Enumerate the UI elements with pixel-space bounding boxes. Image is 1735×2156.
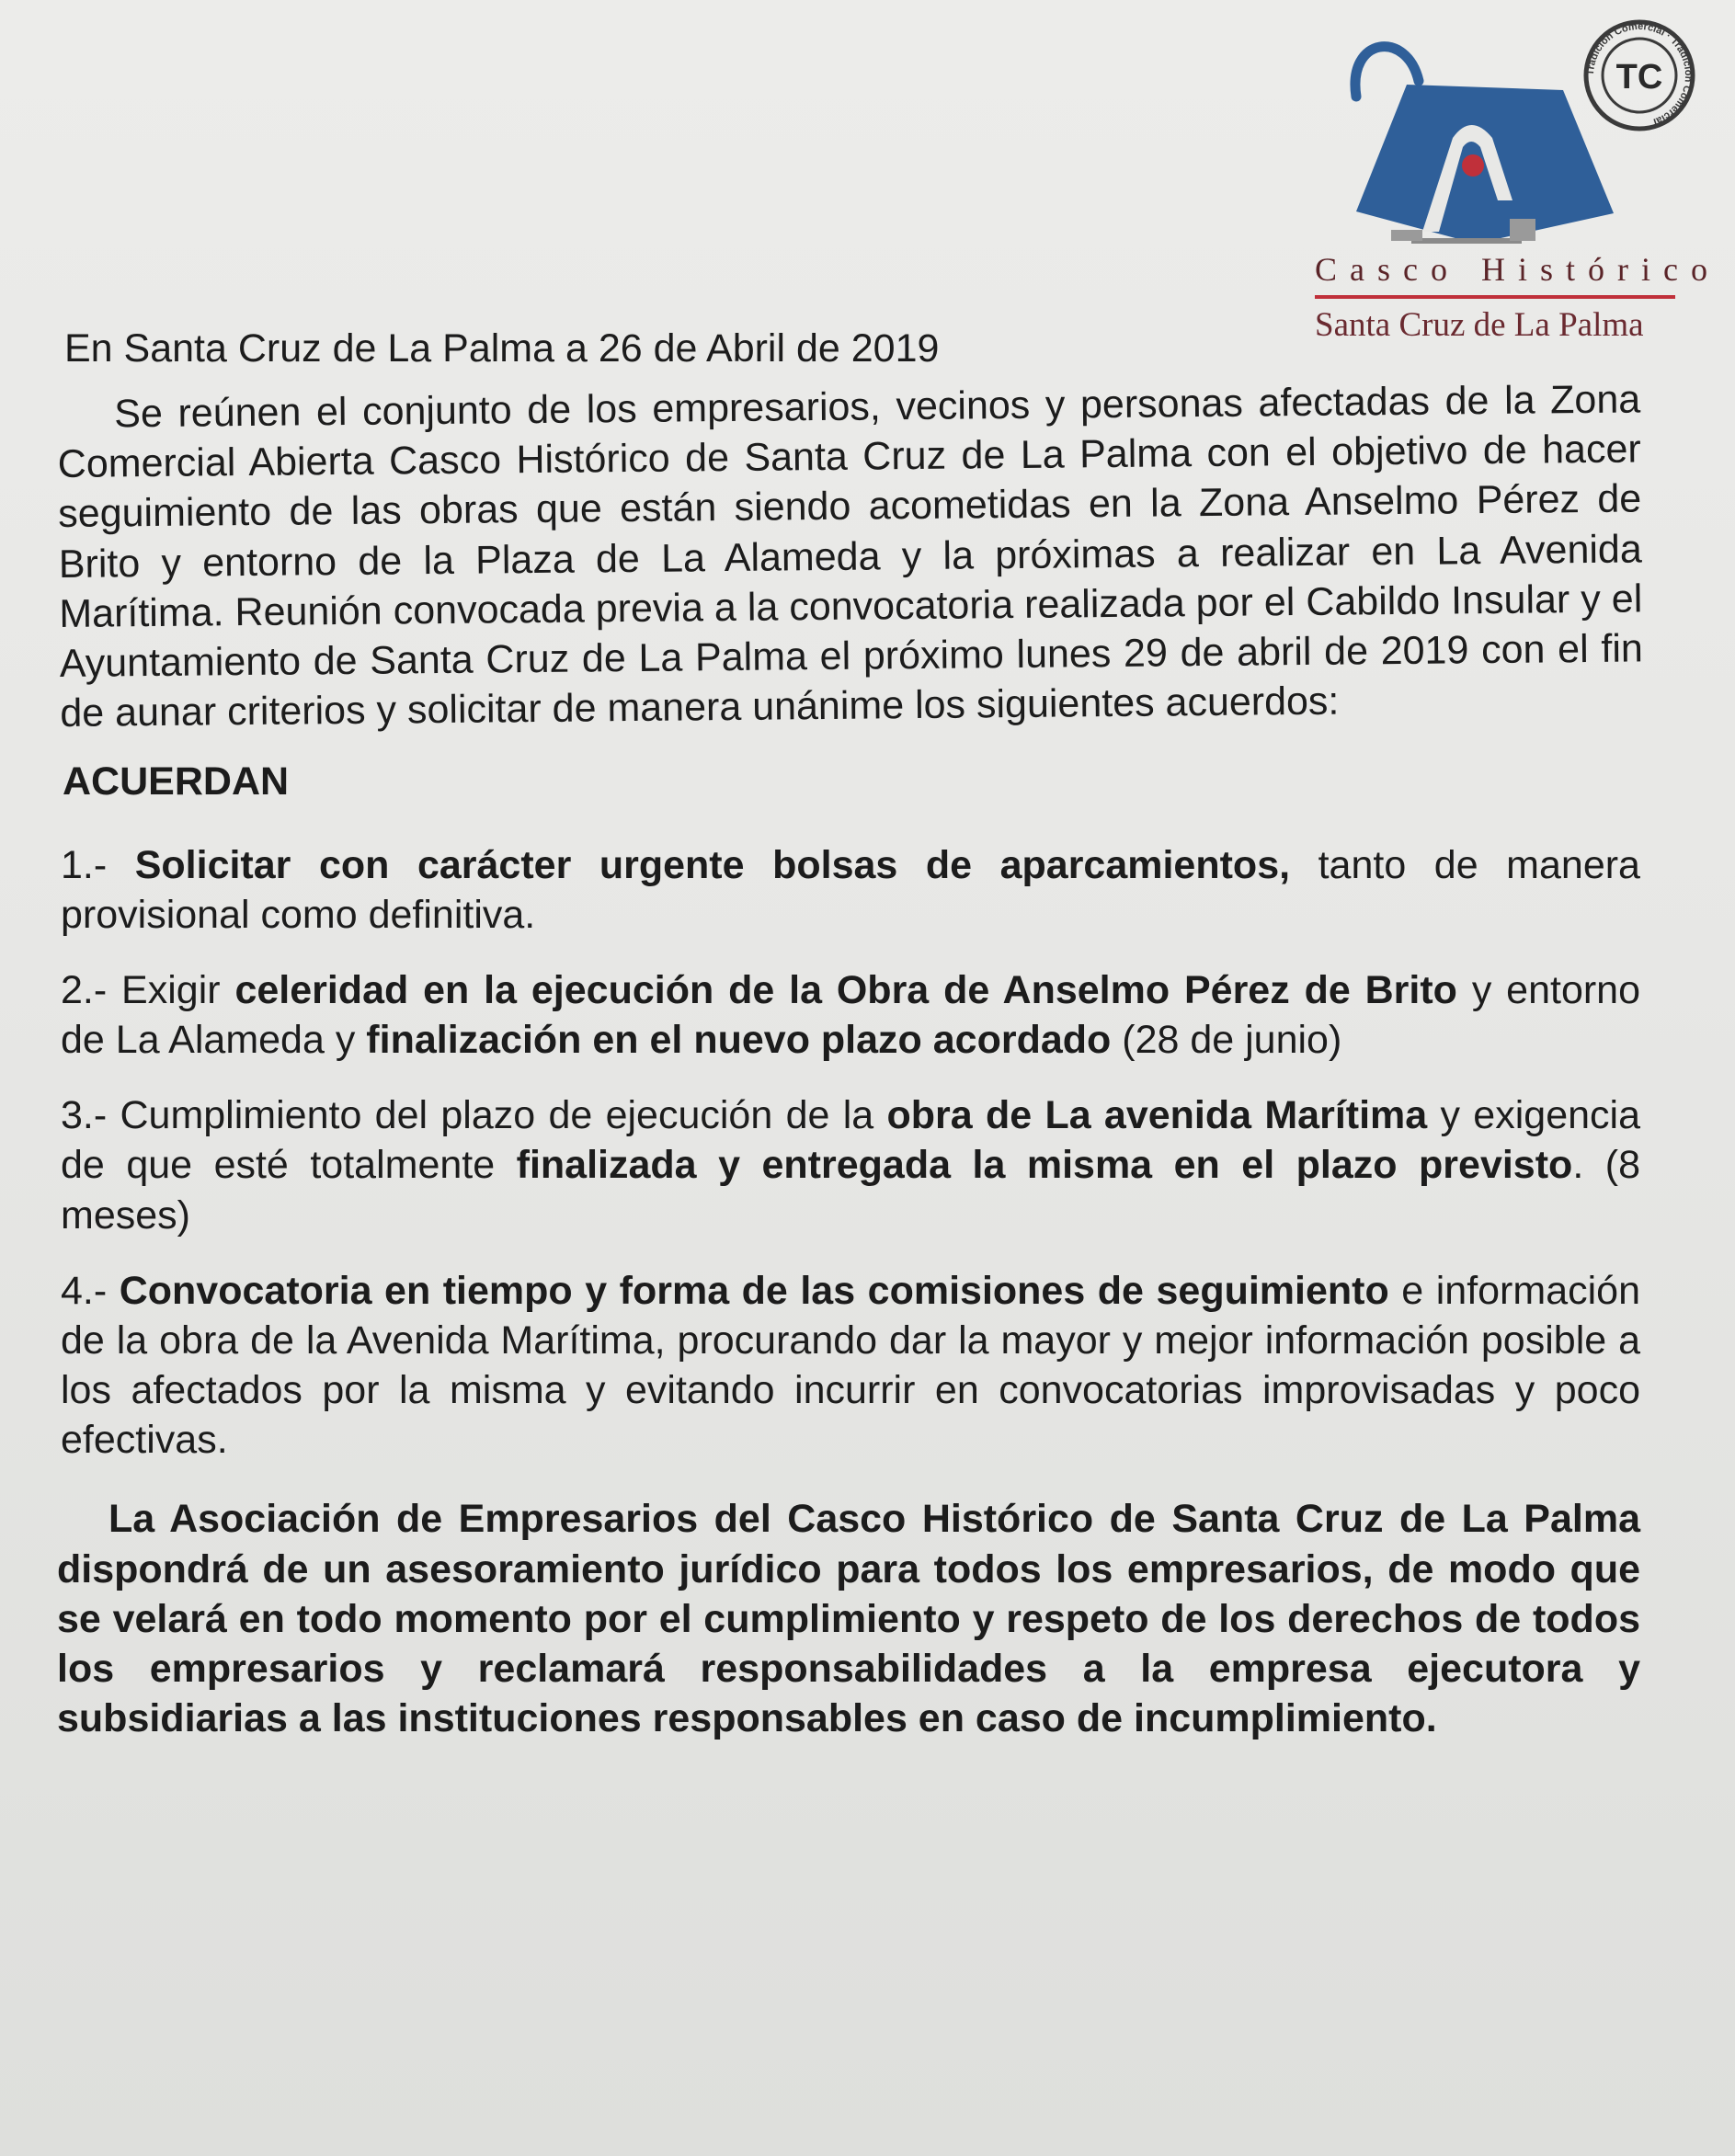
casco-historico-logo: [1283, 9, 1720, 349]
item-emphasis: Convocatoria en tiempo y forma de las comisiones de seguimiento: [119, 1268, 1389, 1313]
logo-divider: [1315, 295, 1675, 299]
agreement-item-4: [61, 1266, 1640, 1466]
item-emphasis: obra de La avenida Marítima: [886, 1093, 1428, 1138]
item-text: e información de la obra de la Avenida Marítima, procurando dar la mayor y mejor información posible a los afectados por la misma y evitando incurrir en convocatorias improvisadas y poco efectivas.: [61, 1268, 1640, 1463]
item-text: (28 de junio): [1111, 1018, 1342, 1063]
item-number: 4.-: [61, 1268, 120, 1313]
agreements-heading: ACUERDAN: [63, 759, 290, 804]
document-body: [57, 324, 1644, 1743]
item-number: 1.-: [61, 842, 135, 887]
item-emphasis: Solicitar con carácter urgente bolsas de aparcamientos,: [134, 842, 1291, 887]
agreement-item-2: [61, 965, 1640, 1065]
item-text: tanto de manera provisional como definitiva.: [61, 842, 1640, 937]
item-number: 3.- Cumplimiento del plazo de ejecución de la: [61, 1093, 887, 1138]
agreement-item-3: [61, 1090, 1640, 1240]
item-emphasis: finalización en el nuevo plazo acordado: [366, 1018, 1112, 1063]
intro-paragraph: Se reúnen el conjunto de los empresarios, vecinos y personas afectadas de la Zona Comercial Abierta Casco Histórico de Santa Cruz de La Palma con el objetivo de hacer seguimiento de las obras que están siendo acometidas en la Zona Anselmo Pérez de Brito y entorno de la Plaza de La Alameda y la próximas a realizar en La Avenida Marítima. Reunión convocada previa a la convocatoria realizada por el Cabildo Insular y el Ayuntamiento de Santa Cruz de La Palma el próximo lunes 29 de abril de 2019 con el fin de aunar criterios y solicitar de manera unánime los siguientes acuerdos:: [57, 377, 1644, 736]
item-emphasis: celeridad en la ejecución de la Obra de Anselmo Pérez de Brito: [234, 967, 1457, 1012]
logo-subtitle: Santa Cruz de La Palma: [1315, 306, 1644, 344]
item-text: y exigencia de que esté totalmente: [61, 1093, 1640, 1188]
dateline: En Santa Cruz de La Palma a 26 de Abril de 2019: [64, 326, 940, 371]
item-text: y entorno de La Alameda y: [61, 967, 1641, 1063]
item-number: 2.- Exigir: [61, 967, 235, 1012]
item-emphasis: finalizada y entregada la misma en el plazo previsto: [516, 1143, 1573, 1188]
logo-title: Casco Histórico: [1315, 251, 1720, 288]
closing-paragraph: La Asociación de Empresarios del Casco Histórico de Santa Cruz de La Palma dispondrá de un asesoramiento jurídico para todos los empresarios, de modo que se velará en todo momento por el cumplimiento y respeto de los derechos de todos los empresarios y reclamará responsabilidades a la empresa ejecutora y subsidiarias a las instituciones responsables en caso de incumplimiento.: [57, 1497, 1640, 1741]
seal-initials: TC: [1615, 58, 1663, 97]
item-text: . (8 meses): [61, 1143, 1640, 1238]
agreement-item-1: [61, 840, 1640, 940]
seal-ring-text: Tradición Comercial · Tradición Comercial: [1584, 20, 1695, 128]
